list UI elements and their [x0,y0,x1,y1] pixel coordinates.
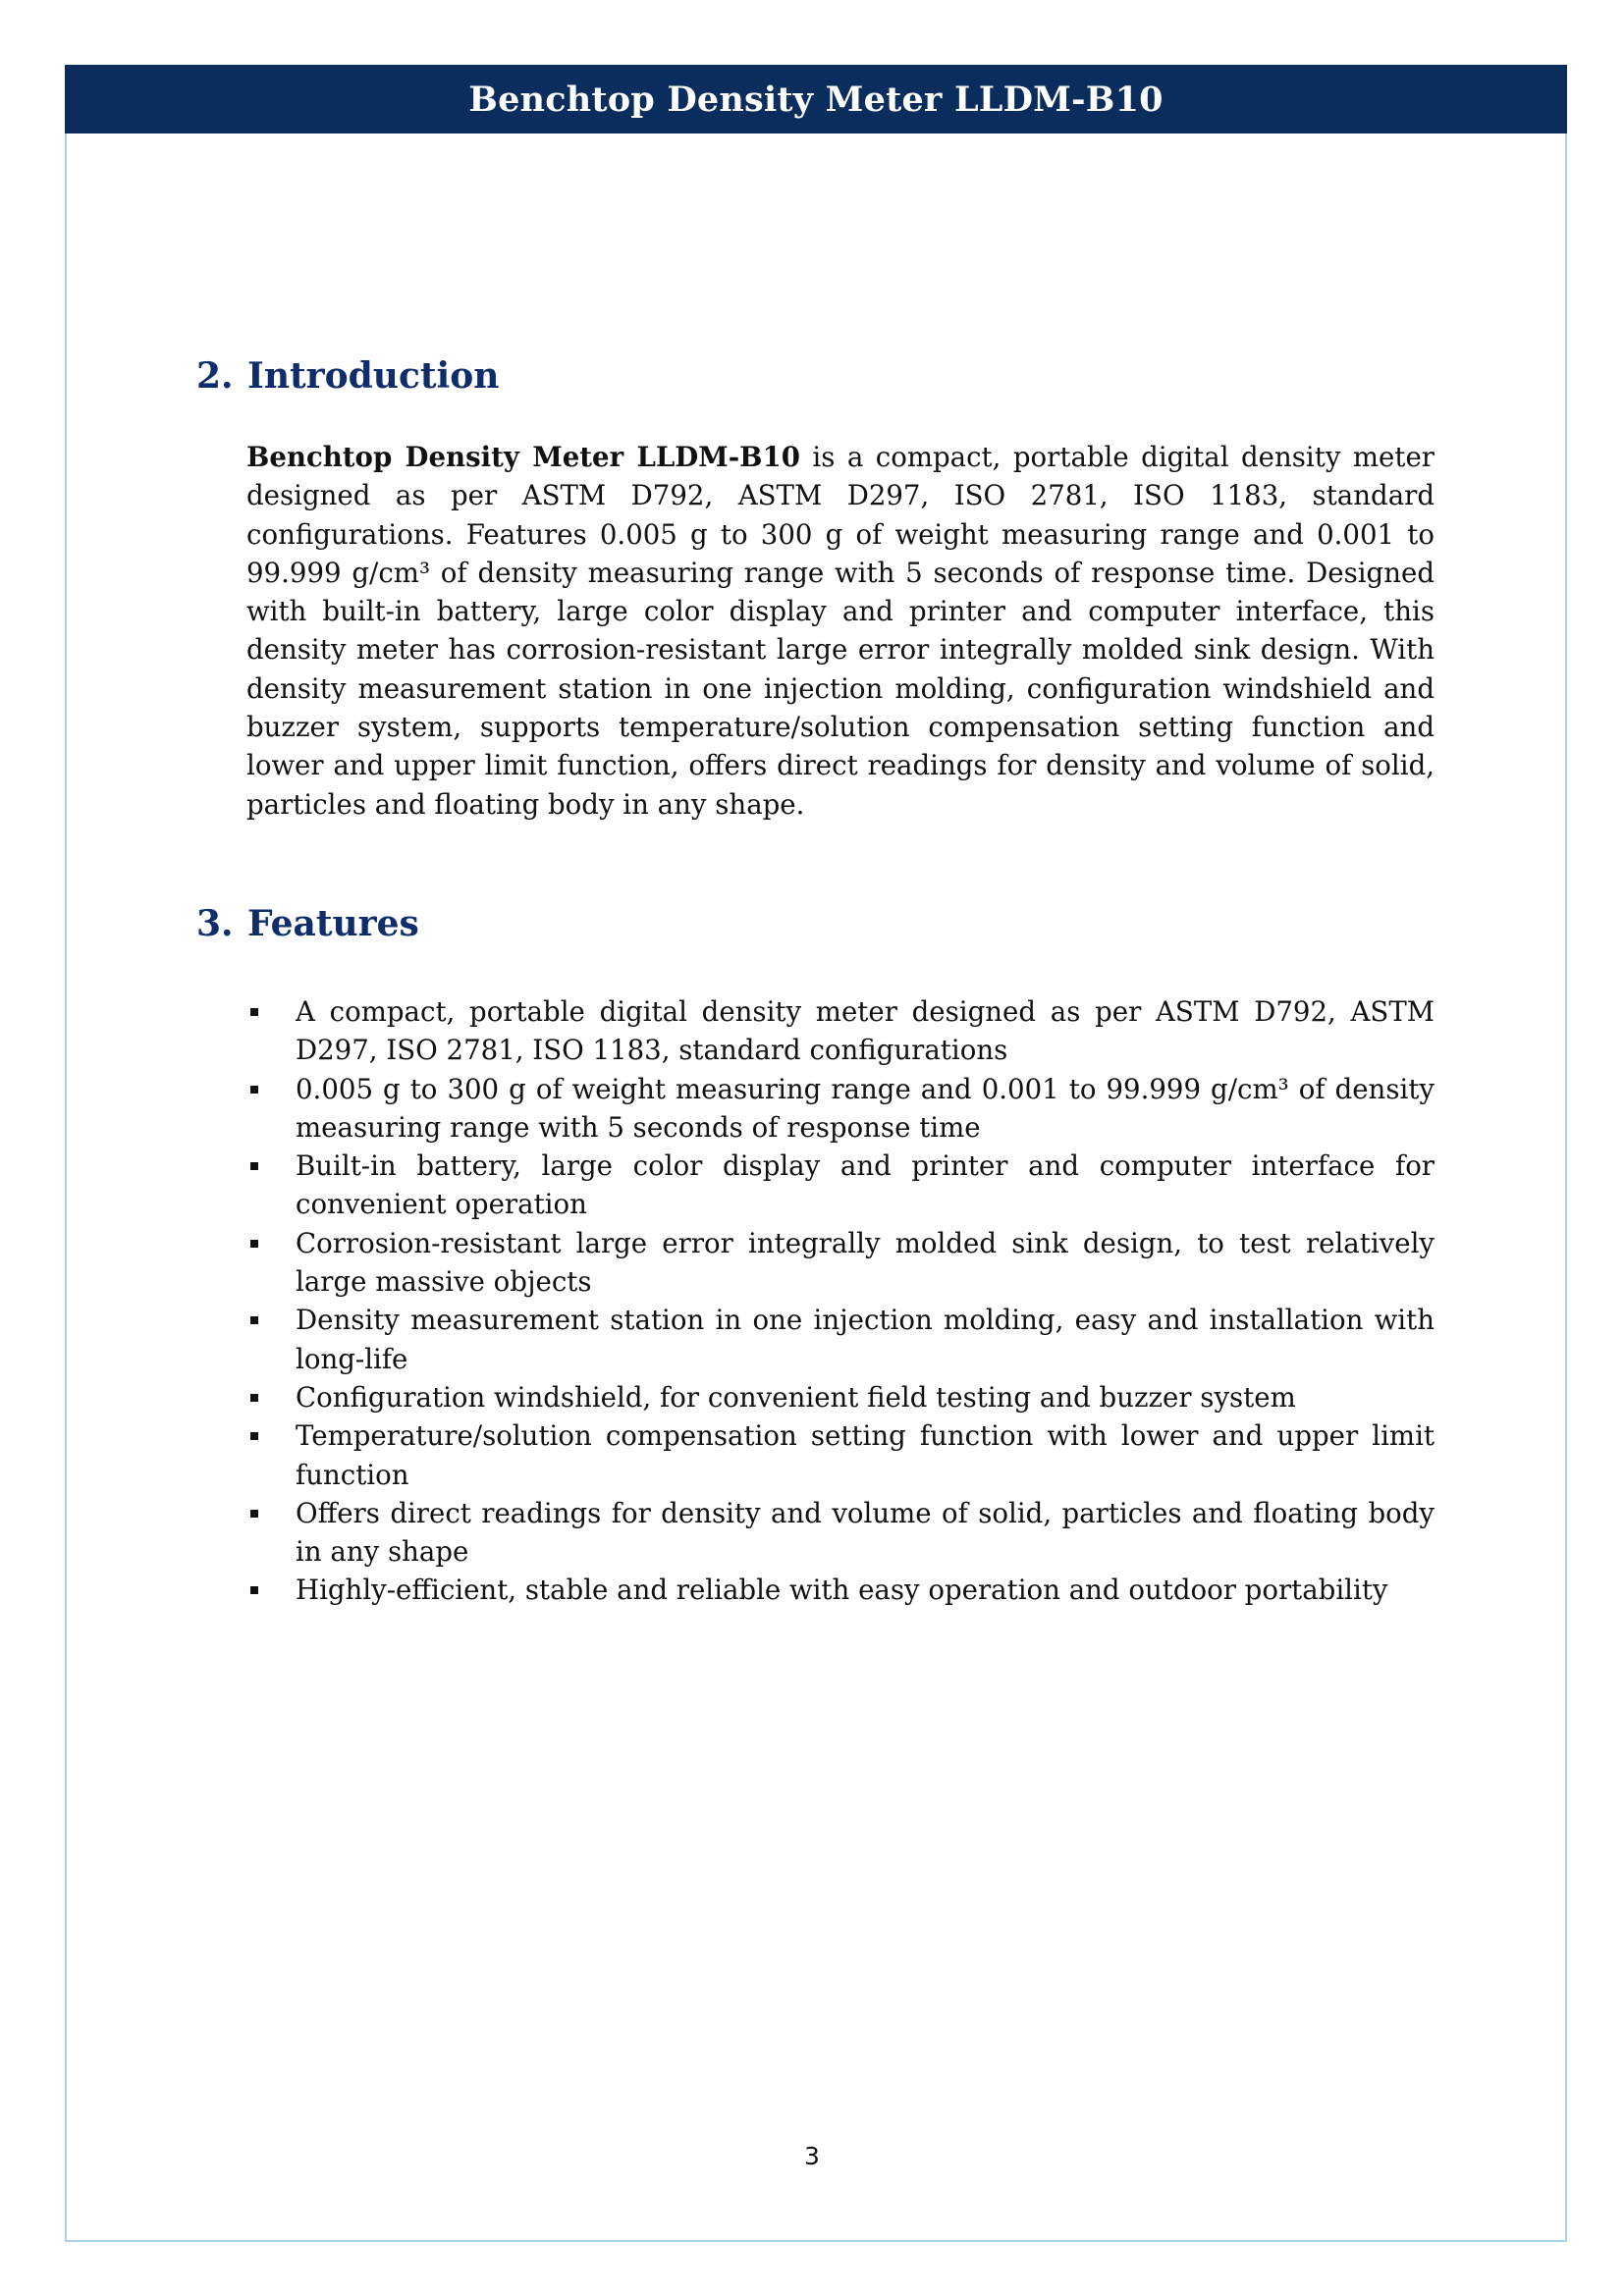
features-heading [196,903,419,944]
square-bullet-icon [250,1316,258,1324]
document-title-bar [65,65,1567,133]
feature-item-text: Temperature/solution compensation setting function with lower and upper limit function [296,1419,1435,1491]
feature-item [246,1301,1435,1378]
feature-item [246,1378,1435,1416]
features-heading-text: Features [247,903,419,944]
square-bullet-icon [250,1240,258,1248]
feature-item-text: Density measurement station in one injection molding, easy and installation with long-life [296,1304,1435,1375]
introduction-paragraph [246,438,1435,824]
square-bullet-icon [250,1086,258,1094]
feature-item [246,1494,1435,1572]
feature-item [246,1571,1435,1609]
features-list [246,992,1435,1610]
introduction-heading [196,355,499,397]
square-bullet-icon [250,1432,258,1440]
feature-item-text: Configuration windshield, for convenient field testing and buzzer system [296,1380,1296,1414]
introduction-section-number: 2. [196,355,234,397]
introduction-body-text: is a compact, portable digital density meter designed as per ASTM D792, ASTM D297, ISO 2781, ISO 1183, standard configurations. Features 0.005 g to 300 g of weight measuring range and 0.001 to 99.999 g/cm³ of density measuring range with 5 seconds of response time. Designed with built-in battery, large color display and printer and computer interface, this density meter has corrosion-resistant large error integrally molded sink design. With density measurement station in one injection molding, configuration windshield and buzzer system, supports temperature/solution compensation setting function and lower and upper limit function, offers direct readings for density and volume of solid, particles and floating body in any shape. [246,441,1435,821]
feature-item-text: 0.005 g to 300 g of weight measuring range and 0.001 to 99.999 g/cm³ of density measuring range with 5 seconds of response time [296,1072,1435,1144]
feature-item-text: Highly-efficient, stable and reliable with easy operation and outdoor portability [296,1574,1388,1607]
feature-item-text: Corrosion-resistant large error integrally molded sink design, to test relatively large massive objects [296,1226,1435,1299]
document-title: Benchtop Density Meter LLDM-B10 [468,79,1164,120]
feature-item [246,1416,1435,1494]
introduction-product-name: Benchtop Density Meter LLDM-B10 [246,441,800,473]
square-bullet-icon [250,1510,258,1518]
feature-item-text: Offers direct readings for density and volume of solid, particles and floating body in any shape [296,1496,1435,1569]
square-bullet-icon [250,1008,258,1016]
introduction-heading-text: Introduction [247,355,500,397]
feature-item-text: Built-in battery, large color display and printer and computer interface for convenient operation [296,1149,1435,1221]
square-bullet-icon [250,1394,258,1402]
feature-item [246,1070,1435,1148]
feature-item-text: A compact, portable digital density meter designed as per ASTM D792, ASTM D297, ISO 2781, ISO 1183, standard configurations [296,995,1435,1067]
feature-item [246,1147,1435,1224]
features-section-number: 3. [196,903,234,944]
square-bullet-icon [250,1162,258,1170]
square-bullet-icon [250,1586,258,1594]
feature-item [246,992,1435,1070]
page-number: 3 [804,2142,820,2170]
feature-item [246,1224,1435,1302]
